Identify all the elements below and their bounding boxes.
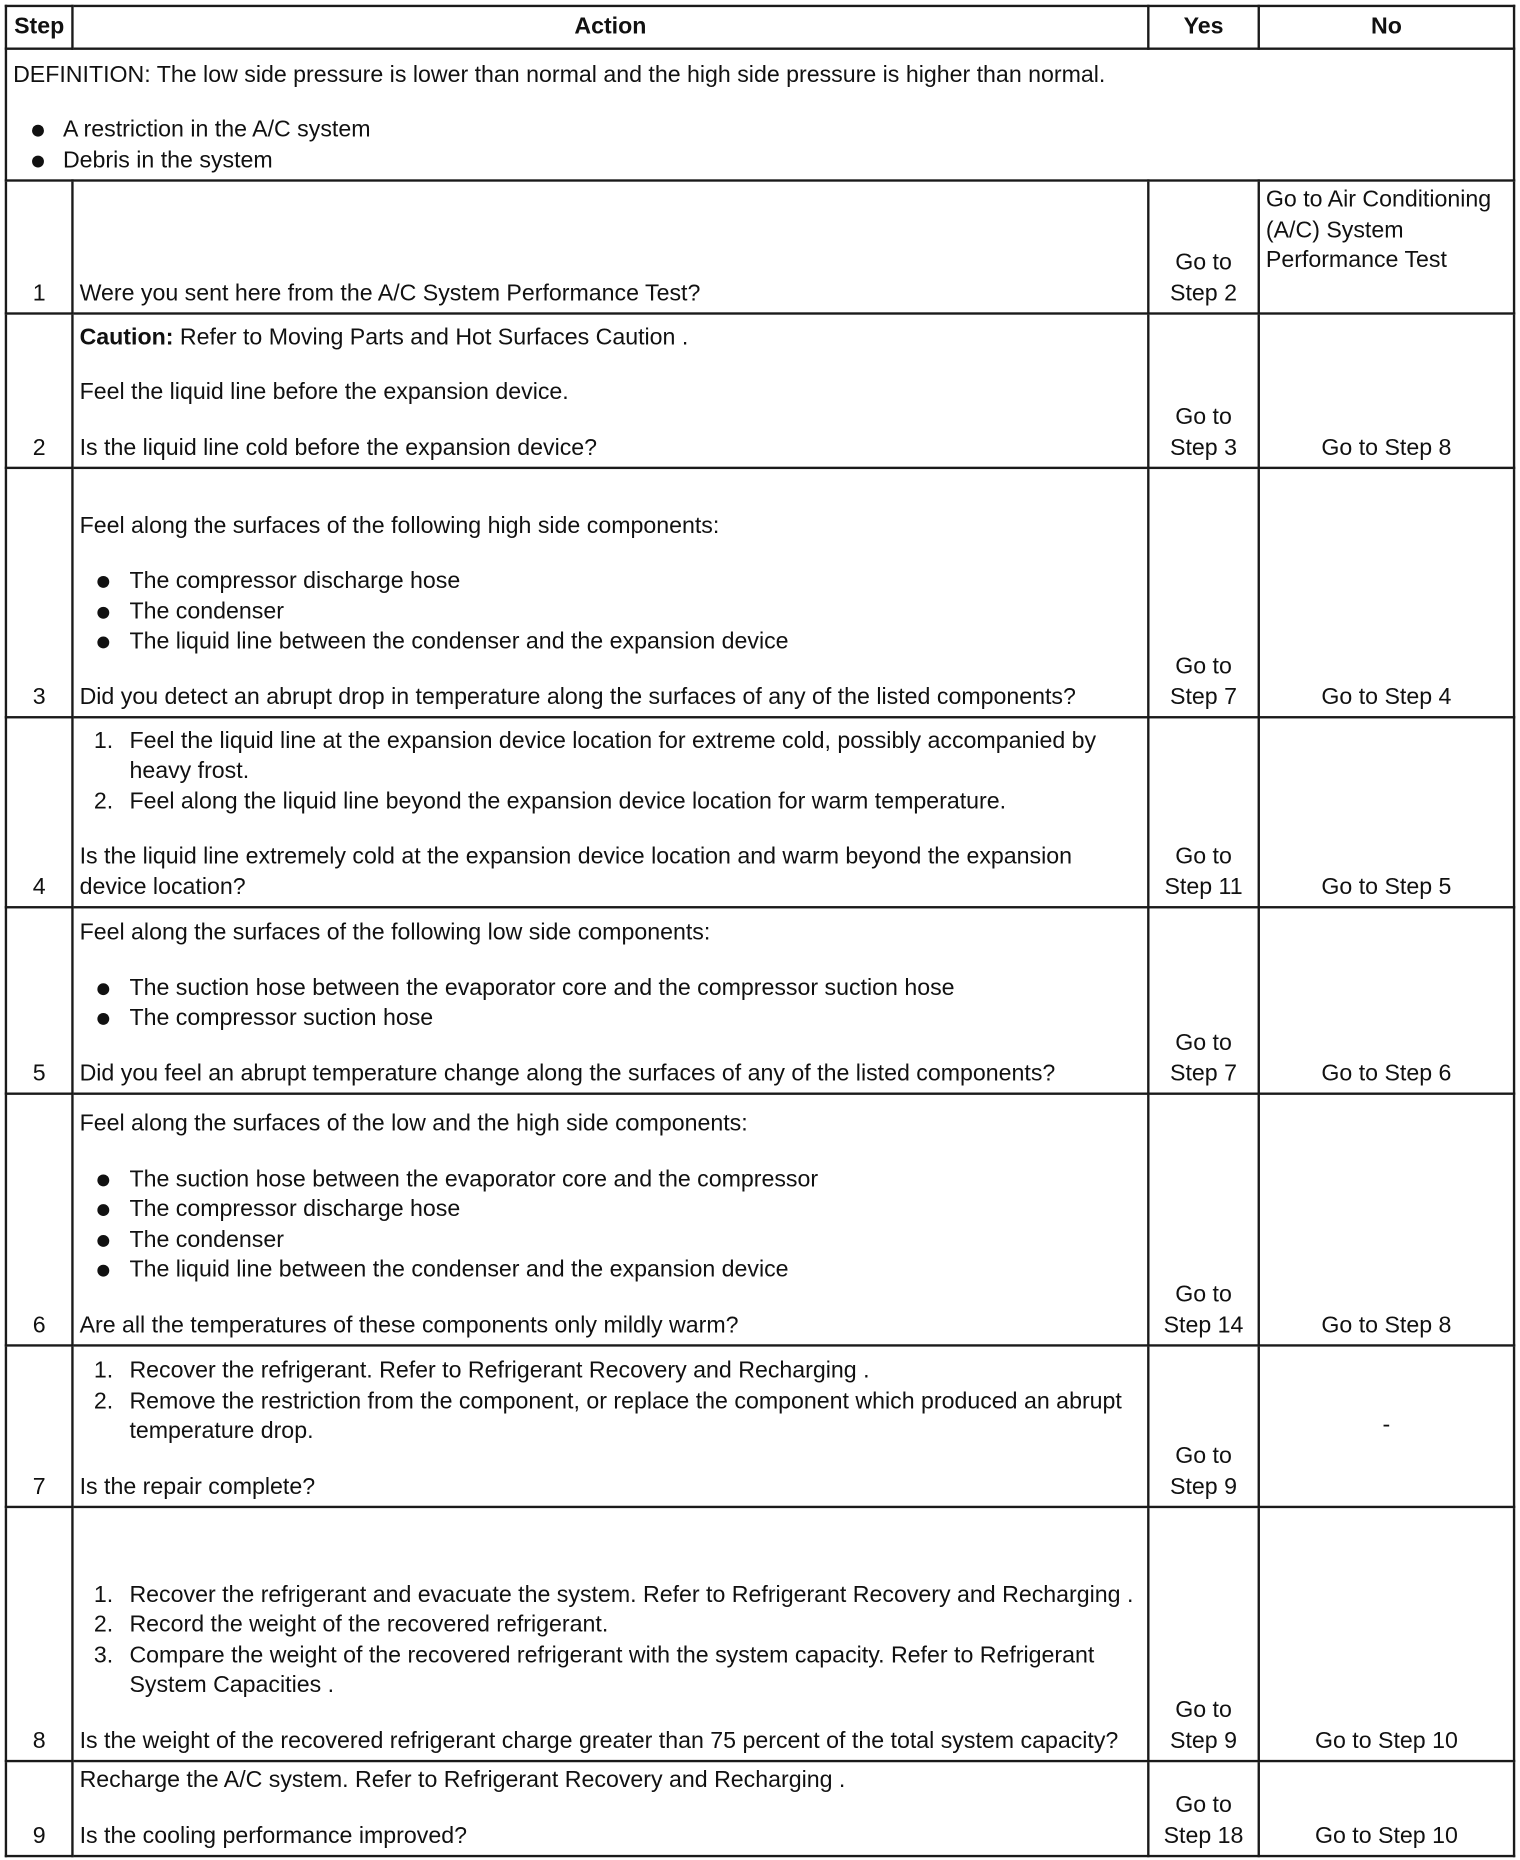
bullet-icon bbox=[97, 983, 109, 995]
definition-cell bbox=[6, 49, 1514, 181]
bullet-text: Debris in the system bbox=[62, 146, 273, 173]
table-row bbox=[6, 181, 1514, 314]
step-intro: Recharge the A/C system. Refer to Refrigerant Recovery and Recharging . bbox=[79, 1767, 846, 1794]
bullet-text: The compressor discharge hose bbox=[129, 1195, 461, 1222]
step-no: Go to Step 8 bbox=[1259, 314, 1514, 468]
list-item bbox=[80, 566, 1142, 596]
step-action bbox=[72, 717, 1148, 907]
step-question: Is the repair complete? bbox=[79, 1473, 316, 1500]
step-number: 3 bbox=[6, 468, 73, 717]
item-text: Feel along the liquid line beyond the expansion device location for warm temperature. bbox=[129, 787, 1007, 815]
step-action bbox=[72, 181, 1148, 314]
bullet-icon bbox=[97, 576, 109, 588]
item-text: Feel the liquid line at the expansion device location for extreme cold, possibly accompanied by heavy frost. bbox=[129, 727, 1097, 784]
step-action bbox=[72, 1345, 1148, 1507]
header-row bbox=[6, 6, 1514, 49]
step-intro: Feel along the surfaces of the low and the high side components: bbox=[79, 1110, 748, 1137]
step-numbered-list bbox=[80, 1580, 1142, 1701]
table-row bbox=[6, 717, 1514, 907]
step-intro: Feel along the surfaces of the following high side components: bbox=[79, 512, 720, 539]
item-text: Recover the refrigerant. Refer to Refrigerant Recovery and Recharging . bbox=[129, 1357, 870, 1384]
item-number: 1. bbox=[93, 727, 114, 754]
step-bullet-list bbox=[80, 973, 1142, 1034]
step-number: 7 bbox=[6, 1345, 73, 1507]
bullet-text: The suction hose between the evaporator core and the compressor bbox=[129, 1165, 819, 1192]
step-yes: Go to Step 9 bbox=[1148, 1345, 1258, 1507]
step-action bbox=[72, 907, 1148, 1093]
step-no: - bbox=[1259, 1345, 1514, 1507]
list-item bbox=[80, 1225, 1142, 1255]
item-number: 2. bbox=[93, 1387, 114, 1414]
table-row bbox=[6, 907, 1514, 1093]
header-yes: Yes bbox=[1148, 6, 1258, 49]
definition-row bbox=[6, 49, 1514, 181]
list-item bbox=[80, 1003, 1142, 1033]
bullet-text: The liquid line between the condenser and the expansion device bbox=[129, 1256, 789, 1283]
step-caution bbox=[80, 322, 1142, 352]
header-no: No bbox=[1259, 6, 1514, 49]
item-text: Recover the refrigerant and evacuate the system. Refer to Refrigerant Recovery and Recharging . bbox=[129, 1581, 1134, 1608]
step-yes: Go to Step 7 bbox=[1148, 907, 1258, 1093]
step-no: Go to Air Conditioning (A/C) System Performance Test bbox=[1259, 181, 1514, 314]
item-number: 1. bbox=[93, 1357, 114, 1384]
bullet-icon bbox=[32, 125, 44, 137]
step-no: Go to Step 10 bbox=[1259, 1507, 1514, 1761]
list-item bbox=[80, 973, 1142, 1003]
step-bullet-list bbox=[80, 566, 1142, 657]
step-yes: Go to Step 9 bbox=[1148, 1507, 1258, 1761]
step-no: Go to Step 4 bbox=[1259, 468, 1514, 717]
step-no: Go to Step 5 bbox=[1259, 717, 1514, 907]
definition-bullet bbox=[13, 145, 1507, 175]
list-item bbox=[80, 787, 1142, 817]
step-number: 6 bbox=[6, 1094, 73, 1346]
item-number: 1. bbox=[93, 1581, 114, 1608]
bullet-icon bbox=[32, 155, 44, 167]
list-item bbox=[80, 1610, 1142, 1640]
bullet-text: A restriction in the A/C system bbox=[62, 116, 371, 143]
diagnostic-table bbox=[5, 5, 1516, 1858]
step-action bbox=[72, 1761, 1148, 1856]
table-row bbox=[6, 1507, 1514, 1761]
item-text: Remove the restriction from the component, or replace the component which produced an abrupt temperature drop. bbox=[129, 1387, 1122, 1444]
list-item bbox=[80, 627, 1142, 657]
bullet-text: The compressor discharge hose bbox=[129, 567, 461, 594]
step-number: 8 bbox=[6, 1507, 73, 1761]
step-no: Go to Step 10 bbox=[1259, 1761, 1514, 1856]
list-item bbox=[80, 1195, 1142, 1225]
table-row bbox=[6, 1094, 1514, 1346]
step-yes: Go to Step 14 bbox=[1148, 1094, 1258, 1346]
step-instruction: Feel the liquid line before the expansion device. bbox=[79, 378, 569, 405]
step-number: 4 bbox=[6, 717, 73, 907]
step-number: 5 bbox=[6, 907, 73, 1093]
step-number: 2 bbox=[6, 314, 73, 468]
step-question: Were you sent here from the A/C System Performance Test? bbox=[79, 279, 701, 306]
bullet-text: The suction hose between the evaporator core and the compressor suction hose bbox=[129, 974, 955, 1001]
step-yes: Go to Step 11 bbox=[1148, 717, 1258, 907]
step-question: Did you feel an abrupt temperature change along the surfaces of any of the listed components? bbox=[79, 1059, 1056, 1086]
definition-bullet bbox=[13, 115, 1507, 145]
list-item bbox=[80, 1356, 1142, 1386]
definition-bullet-list bbox=[13, 115, 1507, 176]
step-question: Did you detect an abrupt drop in temperature along the surfaces of any of the listed components? bbox=[79, 683, 1076, 710]
step-yes: Go to Step 3 bbox=[1148, 314, 1258, 468]
caution-label: Caution: bbox=[79, 323, 174, 350]
step-question: Is the liquid line cold before the expansion device? bbox=[79, 434, 598, 461]
step-action bbox=[72, 314, 1148, 468]
list-item bbox=[80, 597, 1142, 627]
table-row bbox=[6, 468, 1514, 717]
step-action bbox=[72, 468, 1148, 717]
definition-text: DEFINITION: The low side pressure is lower than normal and the high side pressure is higher than normal. bbox=[13, 61, 1106, 88]
item-number: 2. bbox=[93, 1611, 114, 1638]
list-item bbox=[80, 1386, 1142, 1447]
bullet-icon bbox=[97, 1204, 109, 1216]
bullet-icon bbox=[97, 1013, 109, 1025]
step-question: Is the weight of the recovered refrigerant charge greater than 75 percent of the total system capacity? bbox=[79, 1727, 1119, 1754]
list-item bbox=[80, 726, 1142, 787]
step-no: Go to Step 6 bbox=[1259, 907, 1514, 1093]
bullet-text: The condenser bbox=[129, 1226, 284, 1253]
item-text: Compare the weight of the recovered refrigerant with the system capacity. Refer to Refrigerant System Capacities . bbox=[129, 1641, 1095, 1699]
step-number: 9 bbox=[6, 1761, 73, 1856]
caution-text: Refer to Moving Parts and Hot Surfaces Caution . bbox=[179, 323, 689, 350]
step-numbered-list bbox=[80, 1356, 1142, 1447]
bullet-icon bbox=[97, 606, 109, 618]
step-action bbox=[72, 1507, 1148, 1761]
step-question: Is the liquid line extremely cold at the expansion device location and warm beyond the expansion device location? bbox=[79, 843, 1073, 900]
step-yes: Go to Step 18 bbox=[1148, 1761, 1258, 1856]
bullet-text: The condenser bbox=[129, 597, 284, 625]
step-numbered-list bbox=[80, 726, 1142, 817]
header-action: Action bbox=[72, 6, 1148, 49]
list-item bbox=[80, 1641, 1142, 1702]
step-intro: Feel along the surfaces of the following low side components: bbox=[79, 919, 711, 946]
list-item bbox=[80, 1255, 1142, 1285]
table-row bbox=[6, 1761, 1514, 1856]
bullet-text: The compressor suction hose bbox=[129, 1004, 434, 1031]
step-yes: Go to Step 7 bbox=[1148, 468, 1258, 717]
step-number: 1 bbox=[6, 181, 73, 314]
table-row bbox=[6, 1345, 1514, 1507]
item-number: 3. bbox=[93, 1641, 114, 1668]
step-yes: Go to Step 2 bbox=[1148, 181, 1258, 314]
step-no: Go to Step 8 bbox=[1259, 1094, 1514, 1346]
bullet-icon bbox=[97, 1265, 109, 1277]
bullet-icon bbox=[97, 1174, 109, 1186]
item-number: 2. bbox=[93, 787, 114, 815]
table-row bbox=[6, 314, 1514, 468]
bullet-icon bbox=[97, 637, 109, 649]
item-text: Record the weight of the recovered refrigerant. bbox=[129, 1611, 609, 1638]
bullet-text: The liquid line between the condenser and the expansion device bbox=[129, 628, 789, 655]
list-item bbox=[80, 1580, 1142, 1610]
bullet-icon bbox=[97, 1234, 109, 1246]
step-question: Are all the temperatures of these components only mildly warm? bbox=[79, 1311, 739, 1338]
step-action bbox=[72, 1094, 1148, 1346]
step-bullet-list bbox=[80, 1164, 1142, 1285]
list-item bbox=[80, 1164, 1142, 1194]
step-question: Is the cooling performance improved? bbox=[79, 1822, 468, 1849]
header-step: Step bbox=[6, 6, 73, 49]
